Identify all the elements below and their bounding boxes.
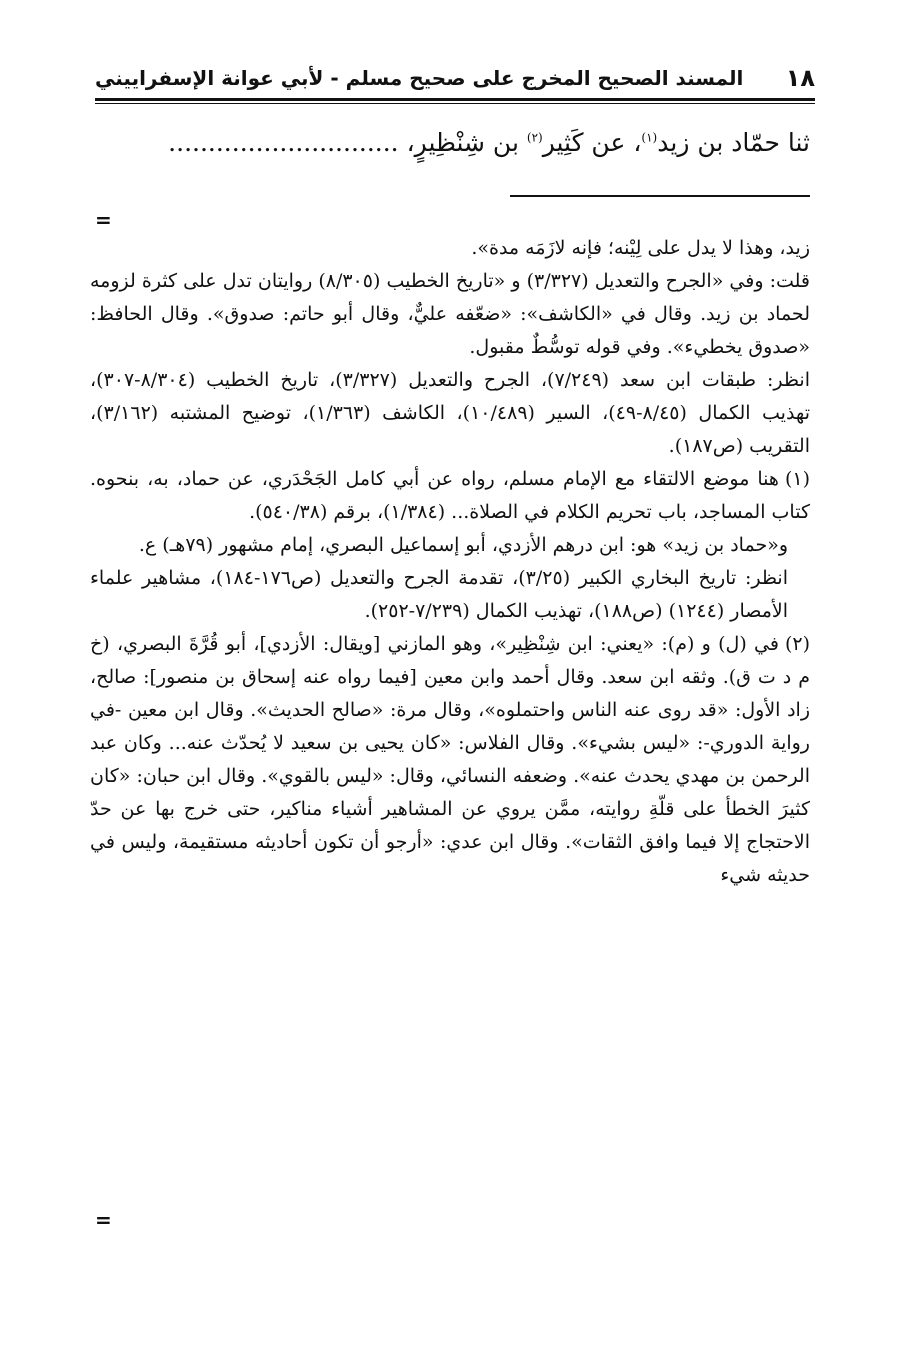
footnote-1-paragraph: و«حماد بن زيد» هو: ابن درهم الأزدي، أبو إسماعيل البصري، إمام مشهور (٧٩هـ) ع.	[138, 534, 788, 556]
footnote-ref-2: (٢)	[526, 130, 543, 145]
header-rule	[95, 98, 815, 101]
footnote-continuation-paragraph: انظر: طبقات ابن سعد (٧/٢٤٩)، الجرح والتعديل (٣/٣٢٧)، تاريخ الخطيب (٨/٣٠٤-٣٠٧)، تهذيب الكمال (٨/٤٥-٤٩)، السير (١٠/٤٨٩)، الكاشف (١/٣٦٣)، توضيح المشتبه (٣/١٦٢)، التقريب (ص١٨٧).	[90, 369, 810, 457]
main-text-line	[90, 118, 810, 168]
footnote-number: (٢)	[784, 633, 810, 655]
header-rule-thin	[95, 103, 815, 104]
running-title: المسند الصحيح المخرج على صحيح مسلم - لأبي عوانة الإسفراييني	[95, 66, 744, 90]
continuation-mark-bottom: =	[95, 1208, 112, 1232]
footnotes	[90, 232, 810, 892]
main-text-part: بن شِنْظِيرٍ، .............................	[168, 128, 527, 157]
footnote-continuation-paragraph: زيد، وهذا لا يدل على لِيْنه؛ فإنه لازَمَه مدة».	[471, 237, 810, 259]
page-header	[95, 60, 815, 96]
footnote-separator	[510, 195, 810, 197]
footnote-1	[90, 463, 810, 529]
main-text-part: ، عن كَثِير	[542, 128, 642, 157]
footnote-text: في (ل) و (م): «يعني: ابن شِنْظِير»، وهو المازني [ويقال: الأزدي]، أبو قُرَّةَ البصري، (خ م د ت ق). وثقه ابن سعد. وقال أحمد وابن معين [فيما رواه عنه إسحاق بن منصور]: صالح، زاد الأول: «قد روى عنه الناس واحتملوه»، وقال مرة: «صالح الحديث». وقال ابن معين -في رواية الدوري-: «ليس بشيء». وقال الفلاس: «كان يحيى بن سعيد لا يُحدّث عنه... وكان عبد الرحمن بن مهدي يحدث عنه». وضعفه النسائي، وقال: «ليس بالقوي». وقال ابن حبان: «كان كثيرَ الخطأ على قلّةِ روايته، ممَّن يروي عن المشاهير أشياء مناكير، حتى خرج بها عن حدّ الاحتجاج إلا فيما وافق الثقات». وقال ابن عدي: «أرجو أن تكون أحاديثه مستقيمة، وليس في حديثه شيء	[90, 633, 810, 886]
continuation-mark-top: =	[95, 208, 112, 232]
footnote-number: (١)	[784, 468, 810, 490]
main-text-part: ثنا حمّاد بن زيد	[657, 128, 810, 157]
footnote-ref-1: (١)	[641, 130, 658, 145]
footnote-continuation-paragraph: قلت: وفي «الجرح والتعديل (٣/٣٢٧) و «تاريخ الخطيب (٨/٣٠٥) روايتان تدل على كثرة لزومه لحماد بن زيد. وقال في «الكاشف»: «ضعّفه عليٌّ، وقال أبو حاتم: صدوق». وقال الحافظ: «صدوق يخطيء». وفي قوله توسُّطٌ مقبول.	[90, 270, 811, 358]
page-number: ١٨	[785, 64, 815, 92]
footnote-1-paragraph: انظر: تاريخ البخاري الكبير (٣/٢٥)، تقدمة الجرح والتعديل (ص١٧٦-١٨٤)، مشاهير علماء الأمصار (١٢٤٤) (ص١٨٨)، تهذيب الكمال (٧/٢٣٩-٢٥٢).	[90, 567, 788, 622]
footnote-text: هنا موضع الالتقاء مع الإمام مسلم، رواه عن أبي كامل الجَحْدَري، عن حماد، به، بنحوه. كتاب المساجد، باب تحريم الكلام في الصلاة... (١/٣٨٤)، برقم (٥٤٠/٣٨).	[90, 468, 810, 523]
footnote-2	[90, 628, 810, 892]
